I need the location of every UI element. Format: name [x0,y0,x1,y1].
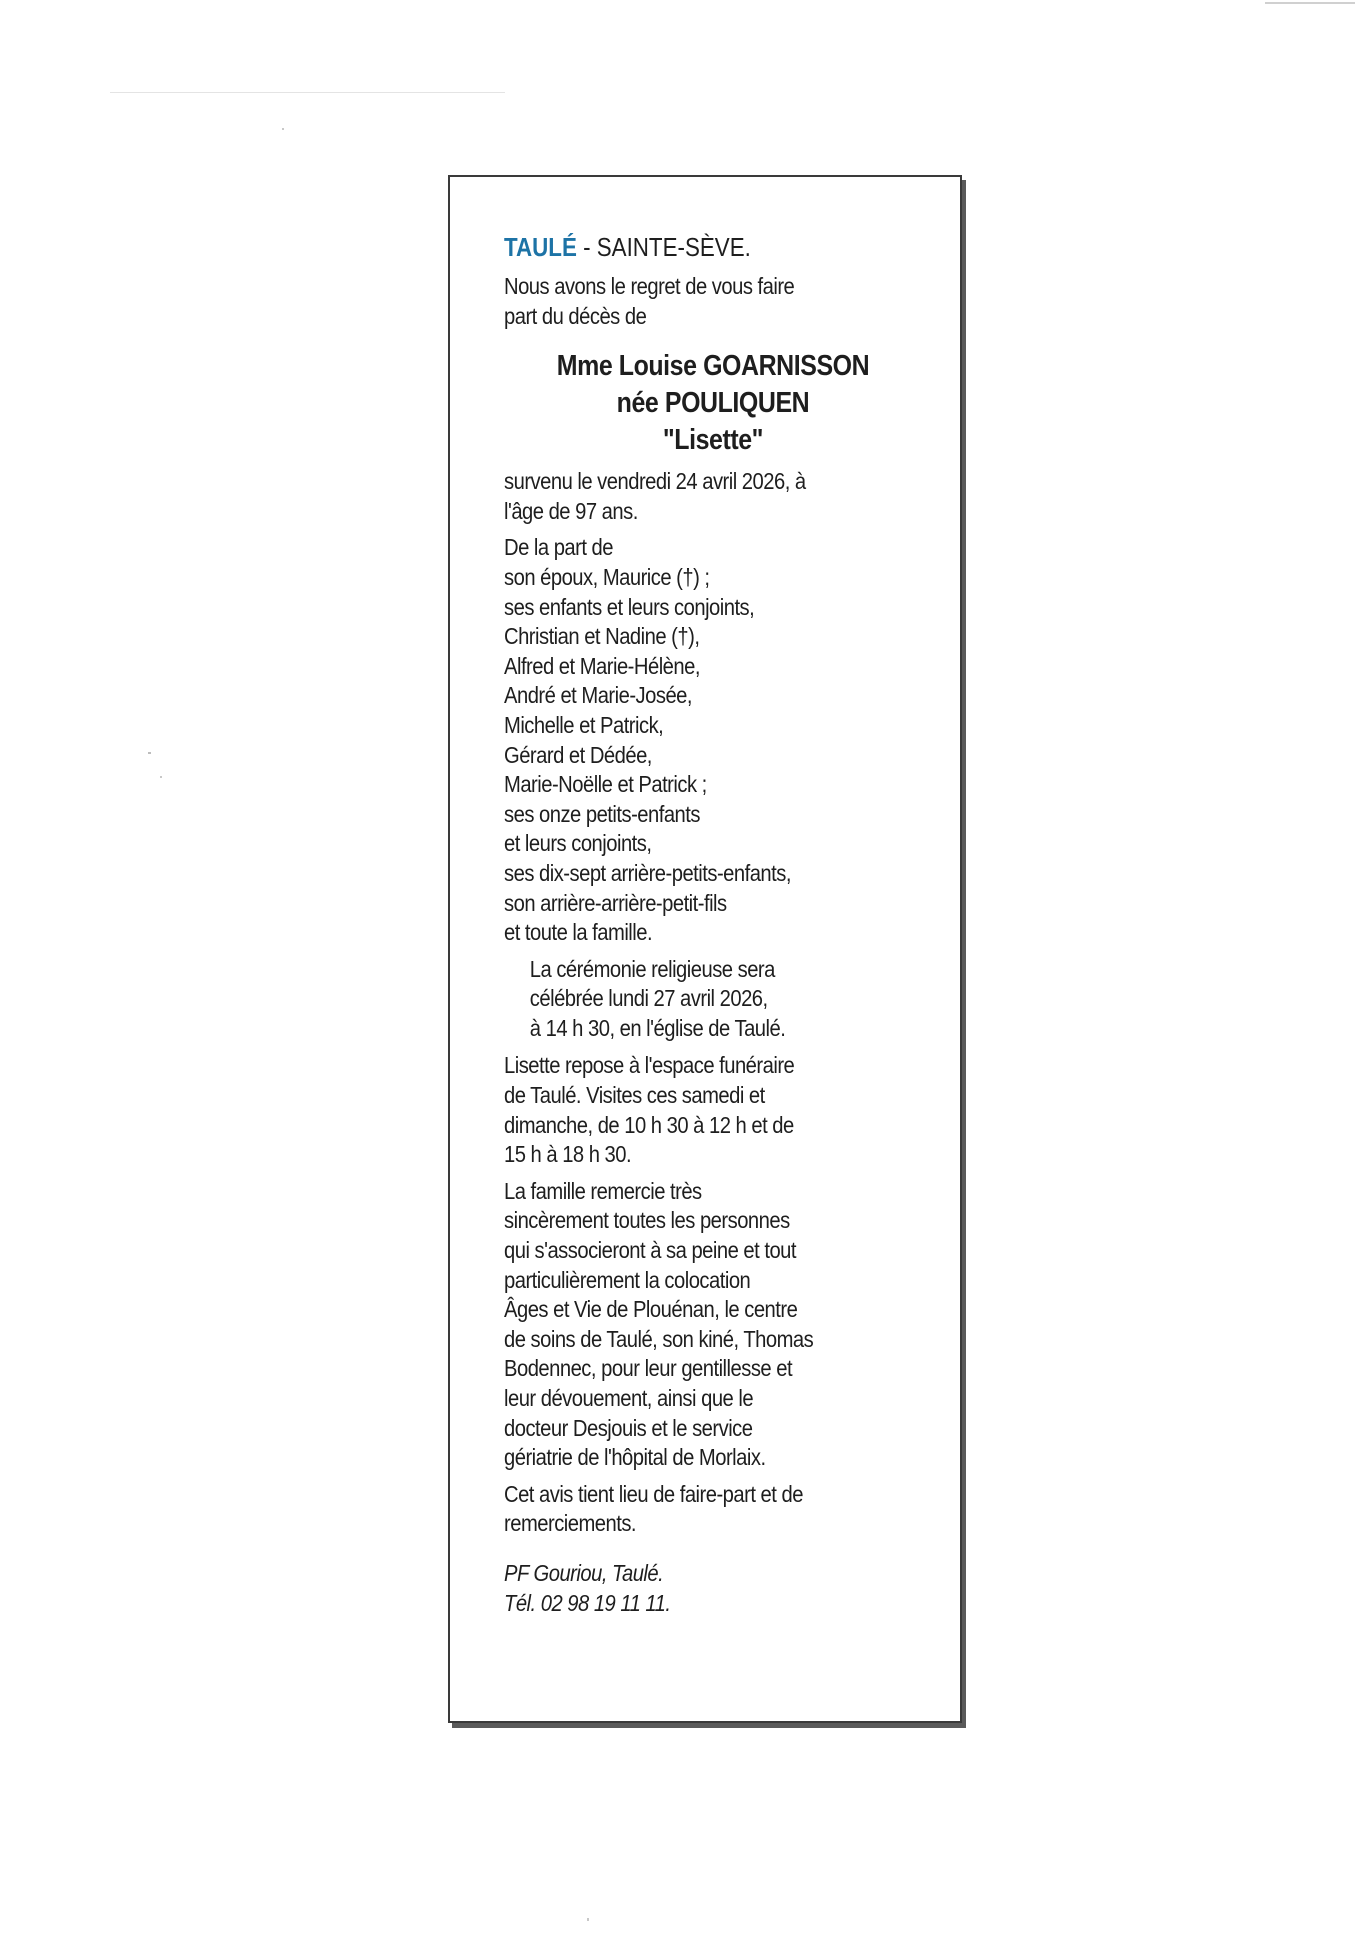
visit-line: Lisette repose à l'espace funéraire [504,1052,795,1079]
family-line: son époux, Maurice (†) ; [504,563,710,590]
thanks-line: particulièrement la colocation [504,1266,751,1293]
notice-content [504,231,925,1625]
scan-speck [282,128,284,130]
funeral-home-phone: Tél. 02 98 19 11 11. [504,1589,671,1616]
family-line: Gérard et Dédée, [504,741,652,768]
scan-speck [148,752,151,754]
nickname-line: "Lisette" [662,424,764,457]
family-line: André et Marie-Josée, [504,682,692,709]
text-line: survenu le vendredi 24 avril 2026, à [504,468,806,495]
ceremony-line: à 14 h 30, en l'église de Taulé. [529,1014,786,1041]
closing-line: remerciements. [504,1510,637,1537]
thanks-line: Âges et Vie de Plouénan, le centre [504,1296,798,1323]
thanks-line: Bodennec, pour leur gentillesse et [504,1355,793,1382]
death-details [504,467,925,526]
family-list [504,533,925,947]
text-line: part du décès de [504,302,647,329]
ceremony-line: célébrée lundi 27 avril 2026, [529,985,768,1012]
scan-artifact-corner [1265,2,1355,4]
visiting-details [504,1051,925,1169]
thanks-line: docteur Desjouis et le service [504,1414,753,1441]
family-line: Marie-Noëlle et Patrick ; [504,771,707,798]
maiden-name-line: née POULIQUEN [616,387,810,420]
visit-line: 15 h à 18 h 30. [504,1141,632,1168]
text-line: l'âge de 97 ans. [504,497,638,524]
locality-name: SAINTE-SÈVE. [596,232,751,262]
thanks-line: de soins de Taulé, son kiné, Thomas [504,1325,814,1352]
family-line: Michelle et Patrick, [504,711,664,738]
ceremony-line: La cérémonie religieuse sera [529,955,775,982]
family-line: De la part de [504,534,614,561]
funeral-home-contact [504,1559,925,1618]
family-line: ses onze petits-enfants [504,800,700,827]
family-line: Christian et Nadine (†), [504,623,700,650]
thanks-line: gériatrie de l'hôpital de Morlaix. [504,1444,766,1471]
scan-speck [587,1918,589,1921]
family-line: Alfred et Marie-Hélène, [504,652,700,679]
funeral-home-name: PF Gouriou, Taulé. [504,1559,664,1586]
intro-paragraph [504,272,925,331]
town-name: TAULÉ [504,232,577,262]
notice-heading [504,231,925,263]
obituary-notice [448,175,962,1723]
closing-paragraph [504,1480,925,1539]
full-name-line: Mme Louise GOARNISSON [556,350,870,383]
family-line: ses enfants et leurs conjoints, [504,593,755,620]
family-line: et leurs conjoints, [504,830,652,857]
family-line: et toute la famille. [504,919,653,946]
scan-artifact-line [110,92,505,93]
scan-speck [160,776,162,778]
ceremony-details [530,955,926,1044]
thanks-line: La famille remercie très [504,1177,702,1204]
visit-line: dimanche, de 10 h 30 à 12 h et de [504,1111,794,1138]
thanks-paragraph [504,1177,925,1473]
thanks-line: leur dévouement, ainsi que le [504,1385,754,1411]
family-line: son arrière-arrière-petit-fils [504,889,727,916]
text-line: Nous avons le regret de vous faire [504,273,795,299]
visit-line: de Taulé. Visites ces samedi et [504,1082,765,1109]
heading-separator: - [576,232,597,262]
family-line: ses dix-sept arrière-petits-enfants, [504,859,791,886]
thanks-line: sincèrement toutes les personnes [504,1207,790,1234]
thanks-line: qui s'associeront à sa peine et tout [504,1237,796,1264]
deceased-name [504,348,925,459]
closing-line: Cet avis tient lieu de faire-part et de [504,1480,803,1507]
